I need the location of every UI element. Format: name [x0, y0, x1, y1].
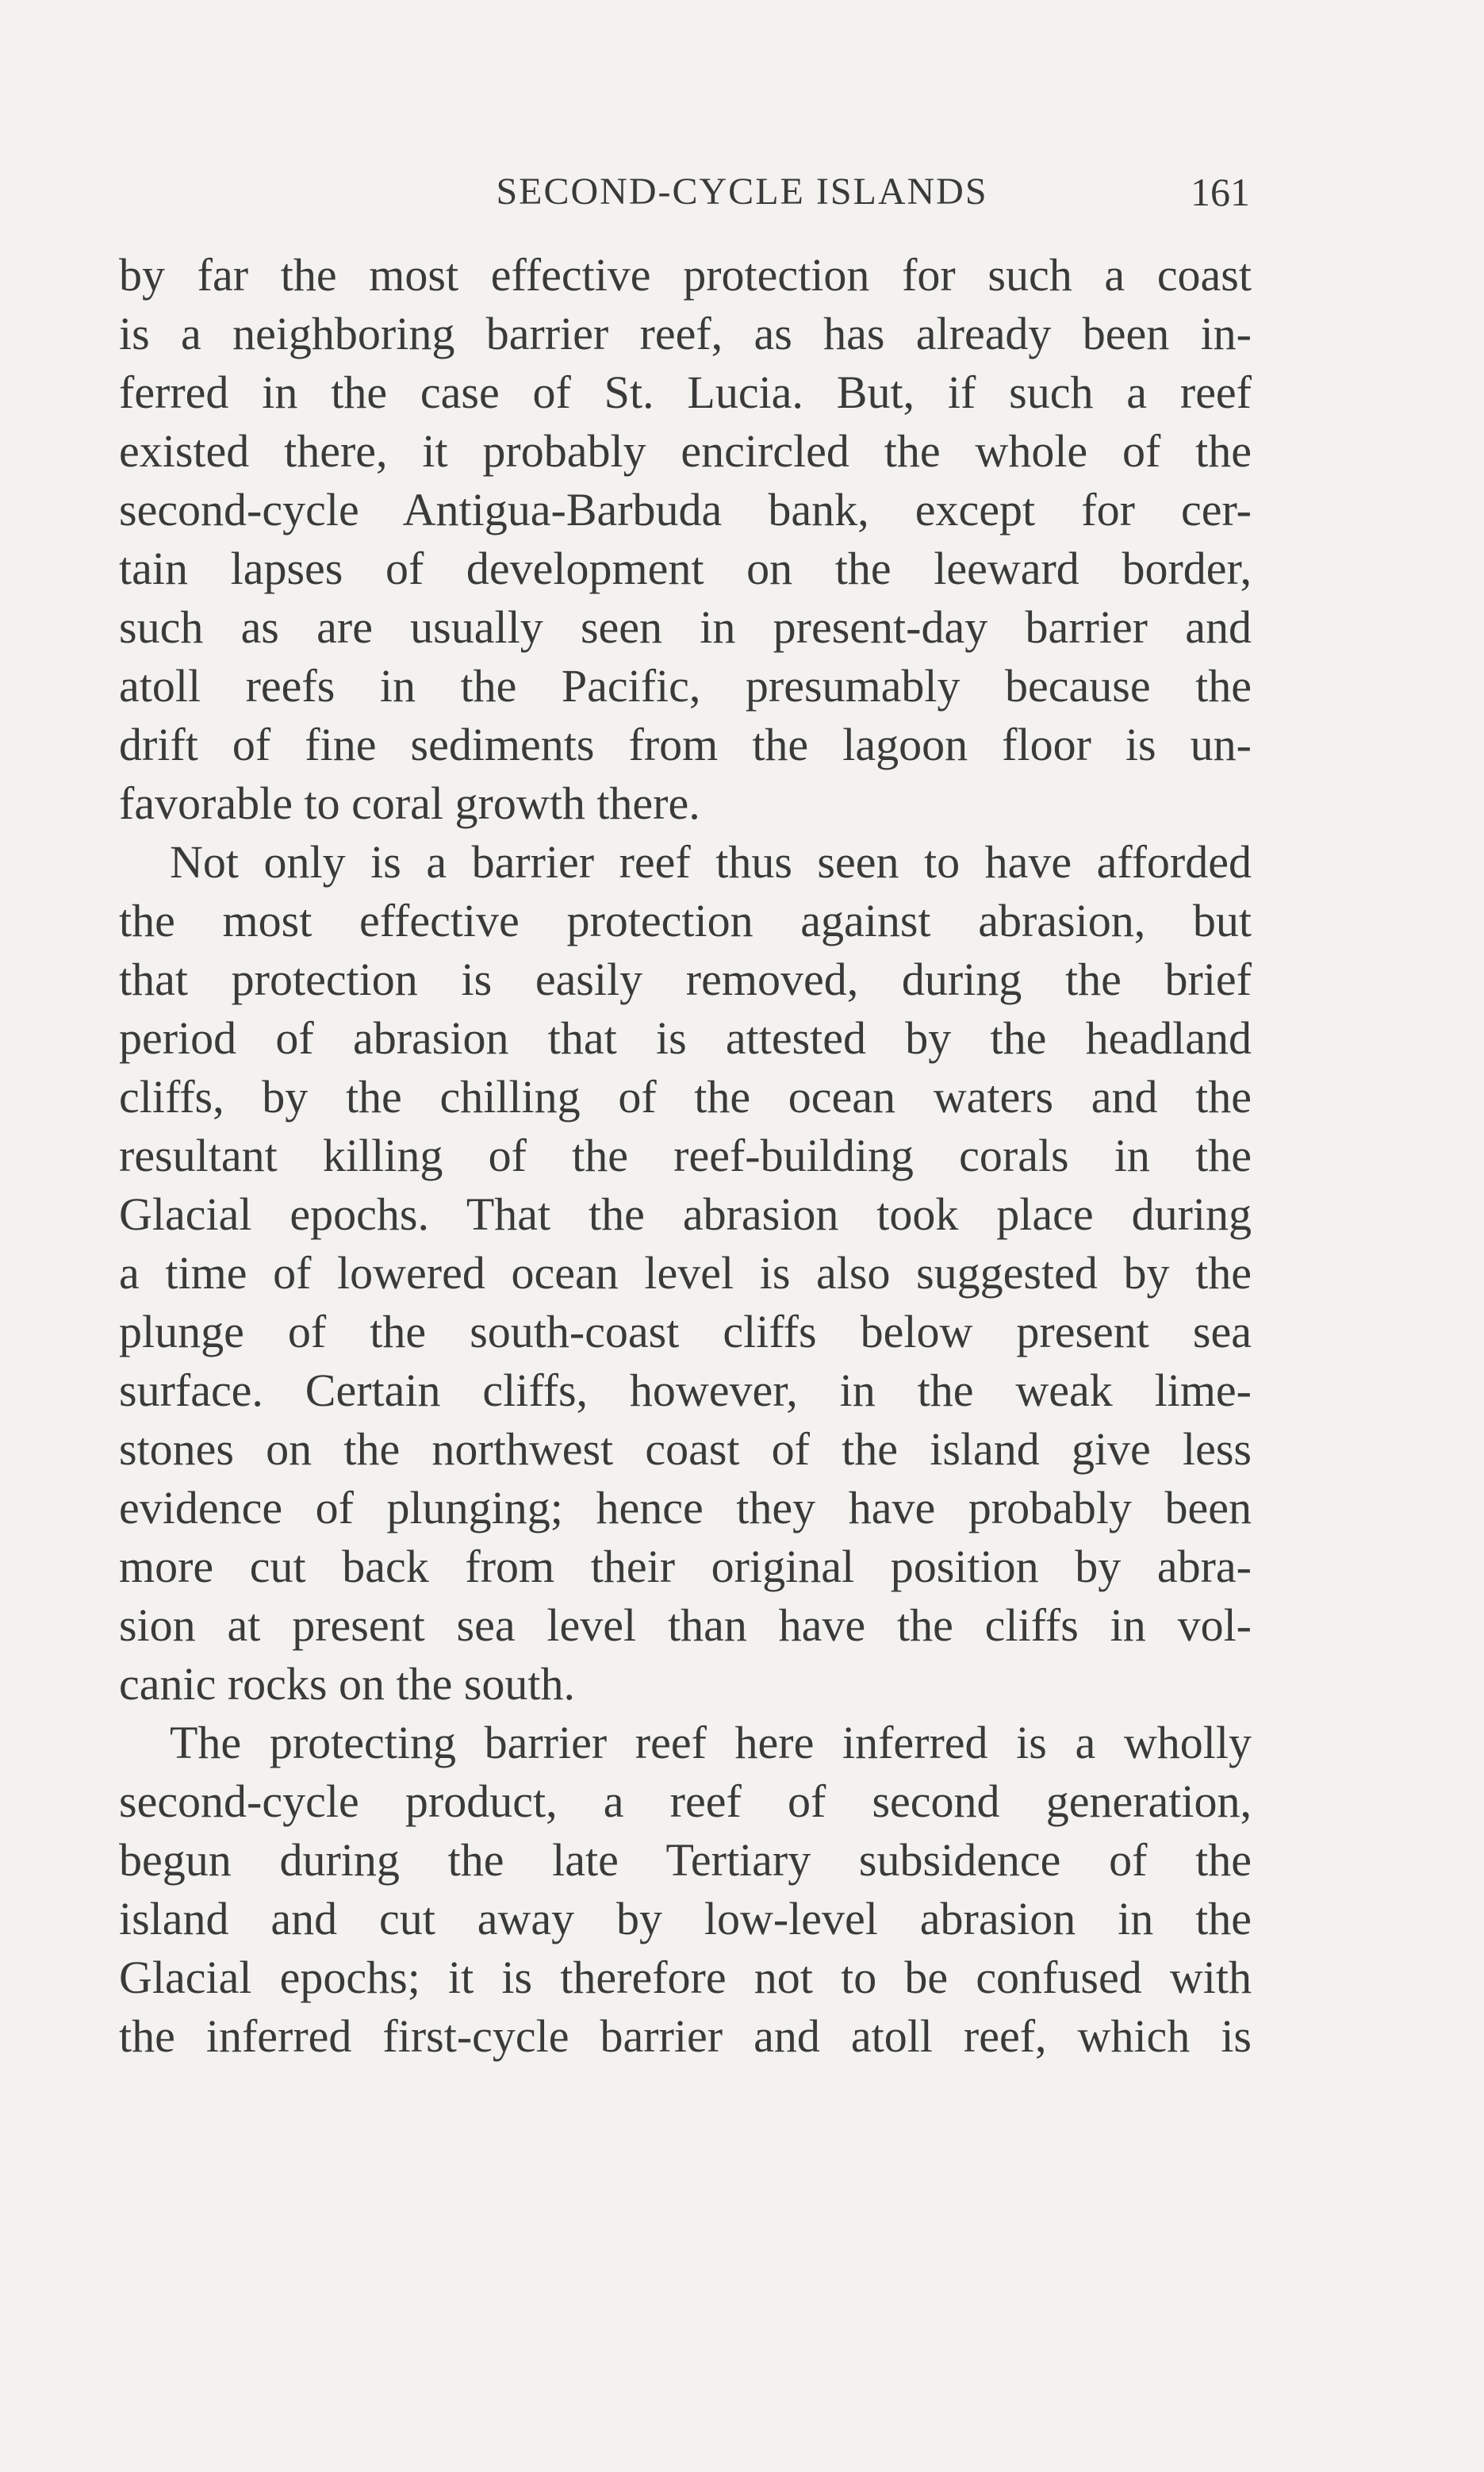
paragraph-2: [119, 833, 1252, 1714]
text-line: period of abrasion that is attested by the headland: [119, 1012, 1252, 1064]
page-number: 161: [1191, 170, 1250, 214]
text-line: is a neighboring barrier reef, as has already been in-: [119, 308, 1252, 359]
text-line: by far the most effective protection for such a coast: [119, 249, 1252, 301]
text-line: second-cycle product, a reef of second generation,: [119, 1775, 1252, 1827]
text-line: favorable to coral growth there.: [119, 777, 700, 829]
text-line: plunge of the south-coast cliffs below present sea: [119, 1306, 1252, 1357]
paragraph-1: [119, 246, 1252, 833]
text-line: sion at present sea level than have the cliffs in vol-: [119, 1599, 1252, 1651]
text-line: begun during the late Tertiary subsidence of the: [119, 1834, 1252, 1886]
text-line: more cut back from their original position by abra-: [119, 1541, 1252, 1592]
text-line: such as are usually seen in present-day barrier and: [119, 601, 1252, 653]
running-header-title: SECOND-CYCLE ISLANDS: [496, 171, 988, 213]
text-line: ferred in the case of St. Lucia. But, if such a reef: [119, 367, 1252, 418]
text-line: the most effective protection against abrasion, but: [119, 895, 1252, 946]
text-line: stones on the northwest coast of the island give less: [119, 1423, 1252, 1475]
text-line: second-cycle Antigua-Barbuda bank, except for cer-: [119, 484, 1252, 535]
text-line: island and cut away by low-level abrasion in the: [119, 1893, 1252, 1944]
paragraph-3: [119, 1714, 1252, 2066]
text-line: The protecting barrier reef here inferred is a wholly: [170, 1717, 1252, 1768]
text-line: Glacial epochs; it is therefore not to be confused with: [119, 1952, 1252, 2003]
text-line: a time of lowered ocean level is also suggested by the: [119, 1247, 1252, 1299]
text-line: the inferred first-cycle barrier and atoll reef, which is: [119, 2010, 1252, 2062]
text-line: surface. Certain cliffs, however, in the weak lime-: [119, 1365, 1252, 1416]
text-line: tain lapses of development on the leeward border,: [119, 543, 1252, 594]
text-line: Glacial epochs. That the abrasion took place during: [119, 1188, 1252, 1240]
text-line: resultant killing of the reef-building corals in the: [119, 1130, 1252, 1181]
text-line: that protection is easily removed, during the brief: [119, 954, 1252, 1005]
text-line: canic rocks on the south.: [119, 1658, 576, 1710]
text-line: Not only is a barrier reef thus seen to have afforded: [170, 836, 1252, 888]
text-line: cliffs, by the chilling of the ocean waters and the: [119, 1071, 1252, 1123]
body-text: [119, 246, 1252, 2066]
text-line: atoll reefs in the Pacific, presumably because the: [119, 660, 1252, 712]
text-line: drift of fine sediments from the lagoon floor is un-: [119, 719, 1252, 770]
text-line: evidence of plunging; hence they have probably been: [119, 1482, 1252, 1533]
text-line: existed there, it probably encircled the whole of the: [119, 425, 1252, 477]
